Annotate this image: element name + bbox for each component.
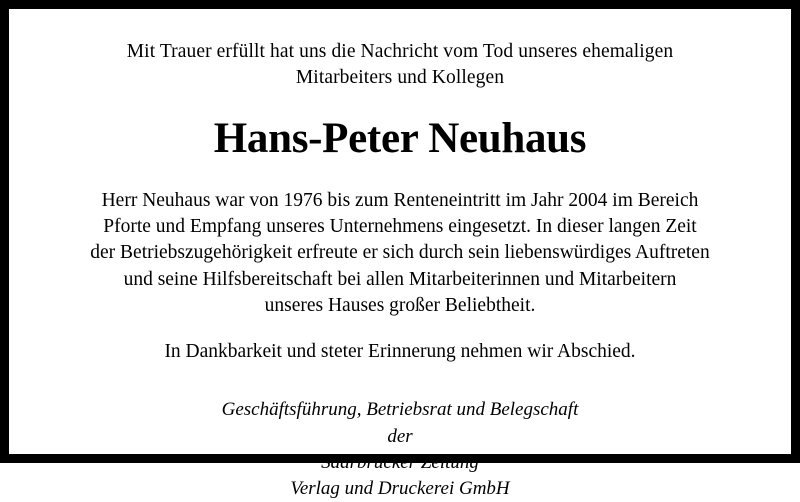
signature-block xyxy=(222,397,579,502)
body-line-4: und seine Hilfsbereitschaft bei allen Mitarbeiterinnen und Mitarbeitern xyxy=(123,268,677,290)
body-line-3: der Betriebszugehörigkeit erfreute er sich durch sein liebenswürdiges Auftreten xyxy=(90,242,710,264)
intro-line-1: Mit Trauer erfüllt hat uns die Nachricht vom Tod unseres ehemaligen xyxy=(126,41,674,62)
farewell-paragraph: In Dankbarkeit und steter Erinnerung nehmen wir Abschied. xyxy=(164,341,636,363)
intro-paragraph xyxy=(127,39,674,90)
body-line-5: unseres Hauses großer Beliebtheit. xyxy=(264,294,536,316)
intro-line-2: Mitarbeiters und Kollegen xyxy=(295,66,505,88)
body-line-1: Herr Neuhaus war von 1976 bis zum Renteneintritt im Jahr 2004 im Bereich xyxy=(101,189,699,211)
signature-line-1: Geschäftsführung, Betriebsrat und Belegschaft xyxy=(221,399,579,421)
signature-line-3: Saarbrücker Zeitung xyxy=(321,451,479,473)
signature-line-4: Verlag und Druckerei GmbH xyxy=(290,478,510,500)
body-paragraph xyxy=(90,188,709,320)
deceased-name: Hans-Peter Neuhaus xyxy=(213,115,587,163)
signature-line-2: der xyxy=(387,425,413,447)
body-line-2: Pforte und Empfang unseres Unternehmens eingesetzt. In dieser langen Zeit xyxy=(103,215,697,237)
